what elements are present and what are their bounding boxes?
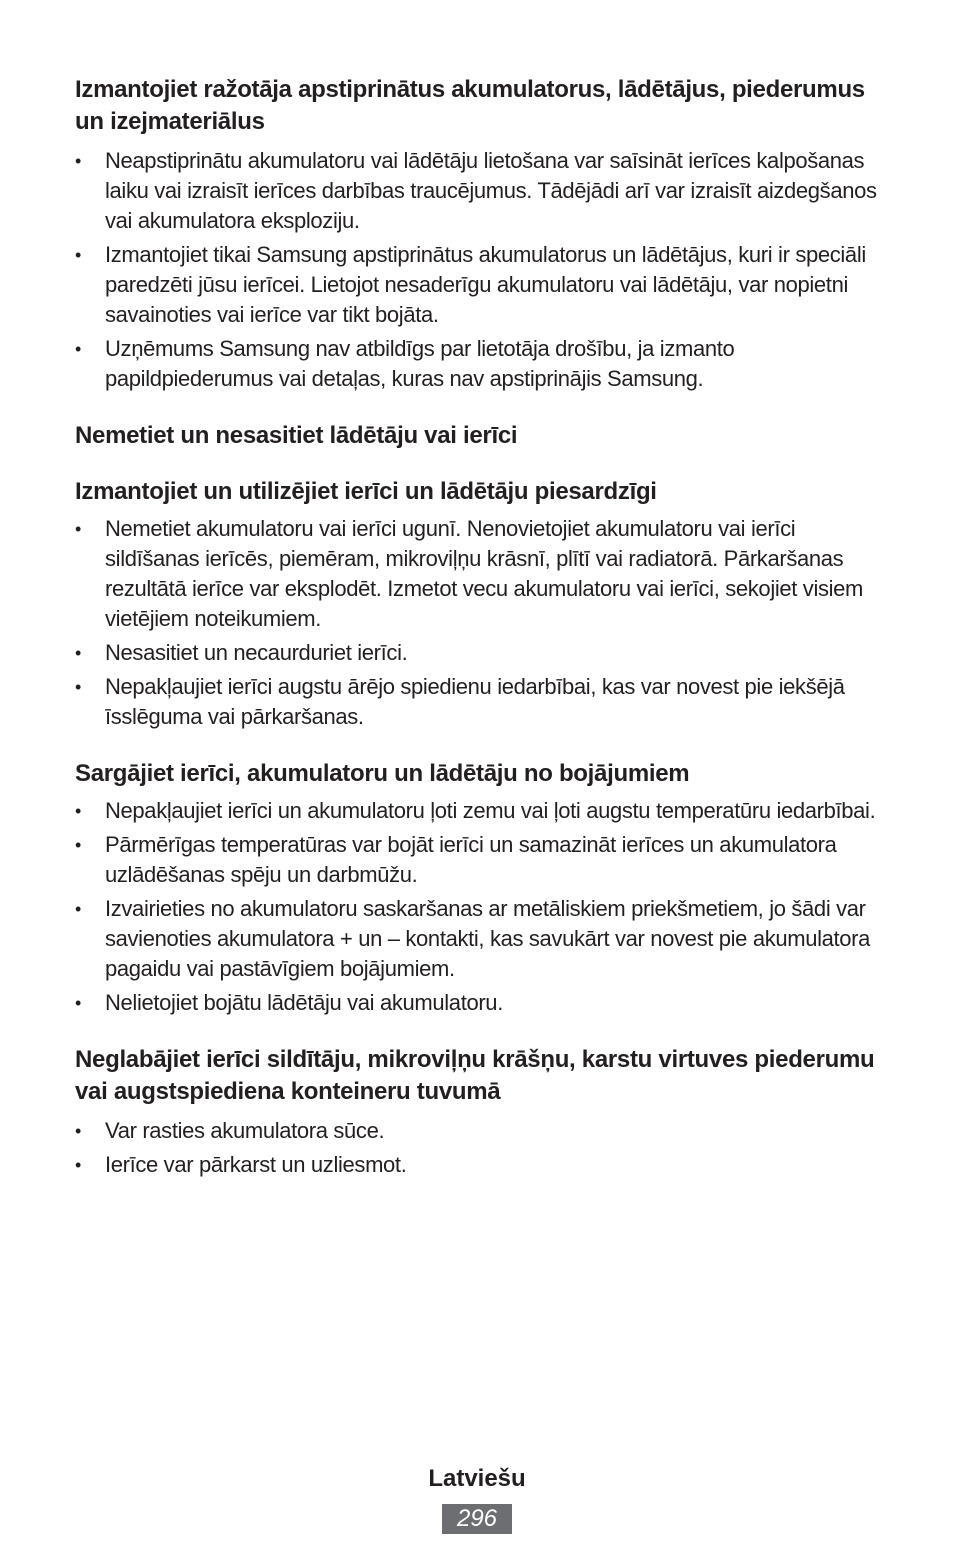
list-item: • Nesasitiet un necaurduriet ierīci. [75, 638, 885, 668]
list-item: • Ierīce var pārkarst un uzliesmot. [75, 1150, 885, 1180]
section-do-not-drop [75, 420, 885, 452]
bullet-list [75, 514, 885, 732]
list-item: • Neapstiprinātu akumulatoru vai lādētāju lietošana var saīsināt ierīces kalpošanas laiku vai izraisīt ierīces darbības traucējumus. Tādējādi arī var izraisīt aizdegšanos vai akumulatora eksploziju. [75, 146, 885, 236]
bullet-list [75, 146, 885, 394]
footer-language: Latviešu [428, 1465, 526, 1492]
section-heading: Izmantojiet ražotāja apstiprinātus akumulatorus, lādētājus, piederumus un izejmateriālus [75, 76, 865, 135]
bullet-list [75, 796, 885, 1018]
section-handle-carefully [75, 476, 885, 732]
list-item: • Pārmērīgas temperatūras var bojāt ierīci un samazināt ierīces un akumulatora uzlādēšanas spēju un darbmūžu. [75, 830, 885, 890]
section-heading: Nemetiet un nesasitiet lādētāju vai ierīci [75, 422, 518, 449]
bullet-list [75, 1116, 885, 1180]
section-protect-from-damage [75, 758, 885, 1018]
list-item: • Nepakļaujiet ierīci un akumulatoru ļoti zemu vai ļoti augstu temperatūru iedarbībai. [75, 796, 885, 826]
list-item: • Nelietojiet bojātu lādētāju vai akumulatoru. [75, 988, 885, 1018]
page-footer [0, 1462, 954, 1534]
page-number: 296 [442, 1504, 512, 1534]
list-item: • Var rasties akumulatora sūce. [75, 1116, 885, 1146]
section-storage-near-heat [75, 1044, 885, 1180]
list-item: • Uzņēmums Samsung nav atbildīgs par lietotāja drošību, ja izmanto papildpiederumus vai detaļas, kuras nav apstiprinājis Samsung. [75, 334, 885, 394]
section-heading: Izmantojiet un utilizējiet ierīci un lādētāju piesardzīgi [75, 478, 657, 505]
list-item: • Nepakļaujiet ierīci augstu ārējo spiedienu iedarbībai, kas var novest pie iekšējā īsslēguma vai pārkaršanas. [75, 672, 885, 732]
list-item: • Nemetiet akumulatoru vai ierīci ugunī. Nenovietojiet akumulatoru vai ierīci sildīšanas ierīcēs, piemēram, mikroviļņu krāsnī, plītī vai radiatorā. Pārkaršanas rezultātā ierīce var eksplodēt. Izmetot vecu akumulatoru vai ierīci, sekojiet visiem vietējiem noteikumiem. [75, 514, 885, 634]
section-heading: Sargājiet ierīci, akumulatoru un lādētāju no bojājumiem [75, 760, 690, 787]
document-body [75, 74, 885, 1184]
list-item: • Izmantojiet tikai Samsung apstiprinātus akumulatorus un lādētājus, kuri ir speciāli paredzēti jūsu ierīcei. Lietojot nesaderīgu akumulatoru vai lādētāju, var nopietni savainoties vai ierīce var tikt bojāta. [75, 240, 885, 330]
section-approved-accessories [75, 74, 885, 394]
section-heading: Neglabājiet ierīci sildītāju, mikroviļņu krāšņu, karstu virtuves piederumu vai augstspiediena konteineru tuvumā [75, 1046, 875, 1105]
list-item: • Izvairieties no akumulatoru saskaršanas ar metāliskiem priekšmetiem, jo šādi var savienoties akumulatora + un – kontakti, kas savukārt var novest pie akumulatora pagaidu vai pastāvīgiem bojājumiem. [75, 894, 885, 984]
